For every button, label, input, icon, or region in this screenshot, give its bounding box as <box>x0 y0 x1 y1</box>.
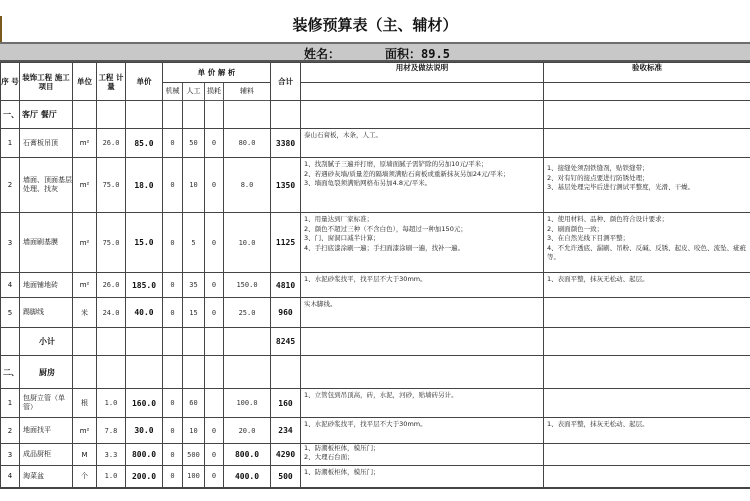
cell-price: 15.0 <box>126 213 163 273</box>
cell-accept: 1、表面平整，抹灰无松动、起层。 <box>544 418 750 444</box>
table-row <box>1 213 750 273</box>
header-spacer-accept <box>544 83 750 101</box>
cell-loss: 0 <box>205 213 224 273</box>
cell-labor: 500 <box>183 444 205 466</box>
cell-loss: 0 <box>205 129 224 158</box>
table-row <box>1 158 750 213</box>
cell-qty: 1.0 <box>97 466 126 488</box>
section-index: 二、 <box>1 356 20 389</box>
cell-unit: m² <box>73 158 97 213</box>
cell-seq: 3 <box>1 213 20 273</box>
cell-loss: 0 <box>205 158 224 213</box>
subtotal-value: 8245 <box>271 328 301 356</box>
cell-labor: 10 <box>183 418 205 444</box>
cell-aux: 20.0 <box>224 418 271 444</box>
cell-aux: 800.0 <box>224 444 271 466</box>
cell-loss: 0 <box>205 298 224 328</box>
cell-accept: 1、表面平整，抹灰无松动、起层。 <box>544 273 750 298</box>
cell-total: 1125 <box>271 213 301 273</box>
col-header-aux: 辅料 <box>224 83 271 101</box>
cell-mech: 0 <box>163 273 183 298</box>
cell-qty: 24.0 <box>97 298 126 328</box>
cell-qty: 3.3 <box>97 444 126 466</box>
table-row <box>1 444 750 466</box>
cell-unit: m² <box>73 418 97 444</box>
area-field <box>385 45 450 62</box>
cell-qty: 75.0 <box>97 213 126 273</box>
cell-seq: 5 <box>1 298 20 328</box>
cell-aux: 25.0 <box>224 298 271 328</box>
cell-labor: 100 <box>183 466 205 488</box>
cell-desc: 1、找刮腻子三遍并打磨，原墙面腻子需铲除的另加10元/平米； 2、若遇砂灰墙/质量差的隔墙须满贴石膏板或重新抹灰另加24元/平米； 3、墙面龟裂须满贴网格布另加4.8元/平米。 <box>301 158 544 213</box>
cell-item: 成品厨柜 <box>20 444 73 466</box>
cell-qty: 75.0 <box>97 158 126 213</box>
cell-item: 墙面刷基膜 <box>20 213 73 273</box>
col-header-labor: 人工 <box>183 83 205 101</box>
cell-item: 地面铺地砖 <box>20 273 73 298</box>
cell-unit: m² <box>73 213 97 273</box>
cell-labor: 35 <box>183 273 205 298</box>
cell-aux: 8.0 <box>224 158 271 213</box>
cell-labor: 50 <box>183 129 205 158</box>
cell-item: 踢脚线 <box>20 298 73 328</box>
cell-desc: 1、防潮板柜体，模压门； <box>301 466 544 488</box>
cell-seq: 2 <box>1 418 20 444</box>
cell-labor: 15 <box>183 298 205 328</box>
cell-seq: 3 <box>1 444 20 466</box>
cell-qty: 26.0 <box>97 273 126 298</box>
cell-total: 960 <box>271 298 301 328</box>
col-header-mech: 机械 <box>163 83 183 101</box>
cell-price: 200.0 <box>126 466 163 488</box>
cell-total: 1350 <box>271 158 301 213</box>
cell-item: 石膏板吊顶 <box>20 129 73 158</box>
cell-mech: 0 <box>163 389 183 418</box>
col-header-seq: 序 号 <box>1 63 20 101</box>
cell-mech: 0 <box>163 129 183 158</box>
col-header-accept: 验收标准 <box>544 63 750 83</box>
cell-aux: 10.0 <box>224 213 271 273</box>
cell-aux: 100.0 <box>224 389 271 418</box>
cell-seq: 1 <box>1 389 20 418</box>
section-row <box>1 356 750 389</box>
col-header-breakdown: 单 价 解 析 <box>163 63 271 83</box>
cell-price: 18.0 <box>126 158 163 213</box>
cell-unit: 个 <box>73 466 97 488</box>
cell-aux: 150.0 <box>224 273 271 298</box>
section-index: 一、 <box>1 101 20 129</box>
sheet-title: 装修预算表（主、辅材） <box>292 16 458 34</box>
cell-desc: 1、用量达到厂家标准； 2、颜色不超过三种（不含白色），每超过一种加150元； 3、门、窗洞口减半计算； 4、手扫底漆涂刷一遍；手扫面漆涂刷一遍，找补一遍。 <box>301 213 544 273</box>
cell-mech: 0 <box>163 213 183 273</box>
cell-total: 3380 <box>271 129 301 158</box>
table-row <box>1 418 750 444</box>
cell-price: 85.0 <box>126 129 163 158</box>
subtotal-row <box>1 328 750 356</box>
cell-item: 地面找平 <box>20 418 73 444</box>
header-spacer-desc <box>301 83 544 101</box>
cell-price: 30.0 <box>126 418 163 444</box>
cell-total: 160 <box>271 389 301 418</box>
col-header-qty: 工程 计量 <box>97 63 126 101</box>
cell-desc: 实木脚线。 <box>301 298 544 328</box>
cell-price: 185.0 <box>126 273 163 298</box>
area-value: 89.5 <box>421 47 450 61</box>
cell-total: 4290 <box>271 444 301 466</box>
cell-mech: 0 <box>163 444 183 466</box>
table-row <box>1 129 750 158</box>
cell-accept <box>544 444 750 466</box>
table-row <box>1 298 750 328</box>
cell-loss <box>205 389 224 418</box>
cell-labor: 5 <box>183 213 205 273</box>
col-header-unit: 单位 <box>73 63 97 101</box>
cell-item: 墙面、顶面基层处理、找灰 <box>20 158 73 213</box>
cell-loss: 0 <box>205 418 224 444</box>
cell-mech: 0 <box>163 418 183 444</box>
cell-accept <box>544 298 750 328</box>
area-label: 面积： <box>385 47 422 61</box>
info-bar <box>0 42 750 62</box>
cell-labor: 60 <box>183 389 205 418</box>
table-row <box>1 466 750 488</box>
cell-unit: m² <box>73 273 97 298</box>
cell-item: 包厨立管（单管） <box>20 389 73 418</box>
cell-loss: 0 <box>205 466 224 488</box>
col-header-loss: 损耗 <box>205 83 224 101</box>
cell-desc: 1、防潮板柜体，模压门； 2、大理石台面； <box>301 444 544 466</box>
cell-qty: 26.0 <box>97 129 126 158</box>
subtotal-label: 小计 <box>20 328 73 356</box>
table-row <box>1 389 750 418</box>
header-row-1 <box>1 63 750 83</box>
cell-accept: 1、接缝处须刮铁缝剂，贴铁缝带； 2、对有钉的接点要进行防锈处理； 3、基层处理完毕后进行测试平整度，光滑、干燥。 <box>544 158 750 213</box>
cell-unit: m² <box>73 129 97 158</box>
cell-labor: 10 <box>183 158 205 213</box>
cell-seq: 1 <box>1 129 20 158</box>
col-header-desc: 用材及做法说明 <box>301 63 544 83</box>
cell-item: 淘菜盆 <box>20 466 73 488</box>
table-row <box>1 273 750 298</box>
cell-mech: 0 <box>163 298 183 328</box>
cell-seq: 4 <box>1 273 20 298</box>
cell-total: 4810 <box>271 273 301 298</box>
section-row <box>1 101 750 129</box>
col-header-price: 单价 <box>126 63 163 101</box>
name-label: 姓名： <box>304 47 341 61</box>
cell-loss: 0 <box>205 273 224 298</box>
cell-aux: 400.0 <box>224 466 271 488</box>
cell-qty: 1.0 <box>97 389 126 418</box>
section-name: 客厅 餐厅 <box>20 101 73 129</box>
cell-desc: 1、水泥砂浆找平，找平层不大于30mm。 <box>301 273 544 298</box>
cell-mech: 0 <box>163 158 183 213</box>
cell-unit: 根 <box>73 389 97 418</box>
cell-total: 500 <box>271 466 301 488</box>
section-name: 厨房 <box>20 356 73 389</box>
cell-accept <box>544 389 750 418</box>
cell-seq: 2 <box>1 158 20 213</box>
cell-aux: 80.0 <box>224 129 271 158</box>
cell-price: 160.0 <box>126 389 163 418</box>
cell-mech: 0 <box>163 466 183 488</box>
cell-qty: 7.8 <box>97 418 126 444</box>
cell-unit: 米 <box>73 298 97 328</box>
cell-seq: 4 <box>1 466 20 488</box>
cell-accept <box>544 466 750 488</box>
cell-accept: 1、使用材料、品种、颜色符合设计要求； 2、刷面颜色一致； 3、在自然光线下目测平整； 4、不允许透底、漏刷、吊粉、反碱、反锈、起皮、咬色、流坠、疵疵等。 <box>544 213 750 273</box>
cell-accept <box>544 129 750 158</box>
cell-desc: 泰山石膏板，木条，人工。 <box>301 129 544 158</box>
col-header-item: 装饰工程 施工项目 <box>20 63 73 101</box>
cell-price: 40.0 <box>126 298 163 328</box>
cell-desc: 1、水泥砂浆找平，找平层不大于30mm。 <box>301 418 544 444</box>
budget-table <box>0 62 750 489</box>
col-header-total: 合计 <box>271 63 301 101</box>
cell-loss: 0 <box>205 444 224 466</box>
cell-desc: 1、立管包到吊顶高，砖，水泥，河砂，贴墙砖另计。 <box>301 389 544 418</box>
cell-total: 234 <box>271 418 301 444</box>
cell-unit: M <box>73 444 97 466</box>
cell-price: 800.0 <box>126 444 163 466</box>
